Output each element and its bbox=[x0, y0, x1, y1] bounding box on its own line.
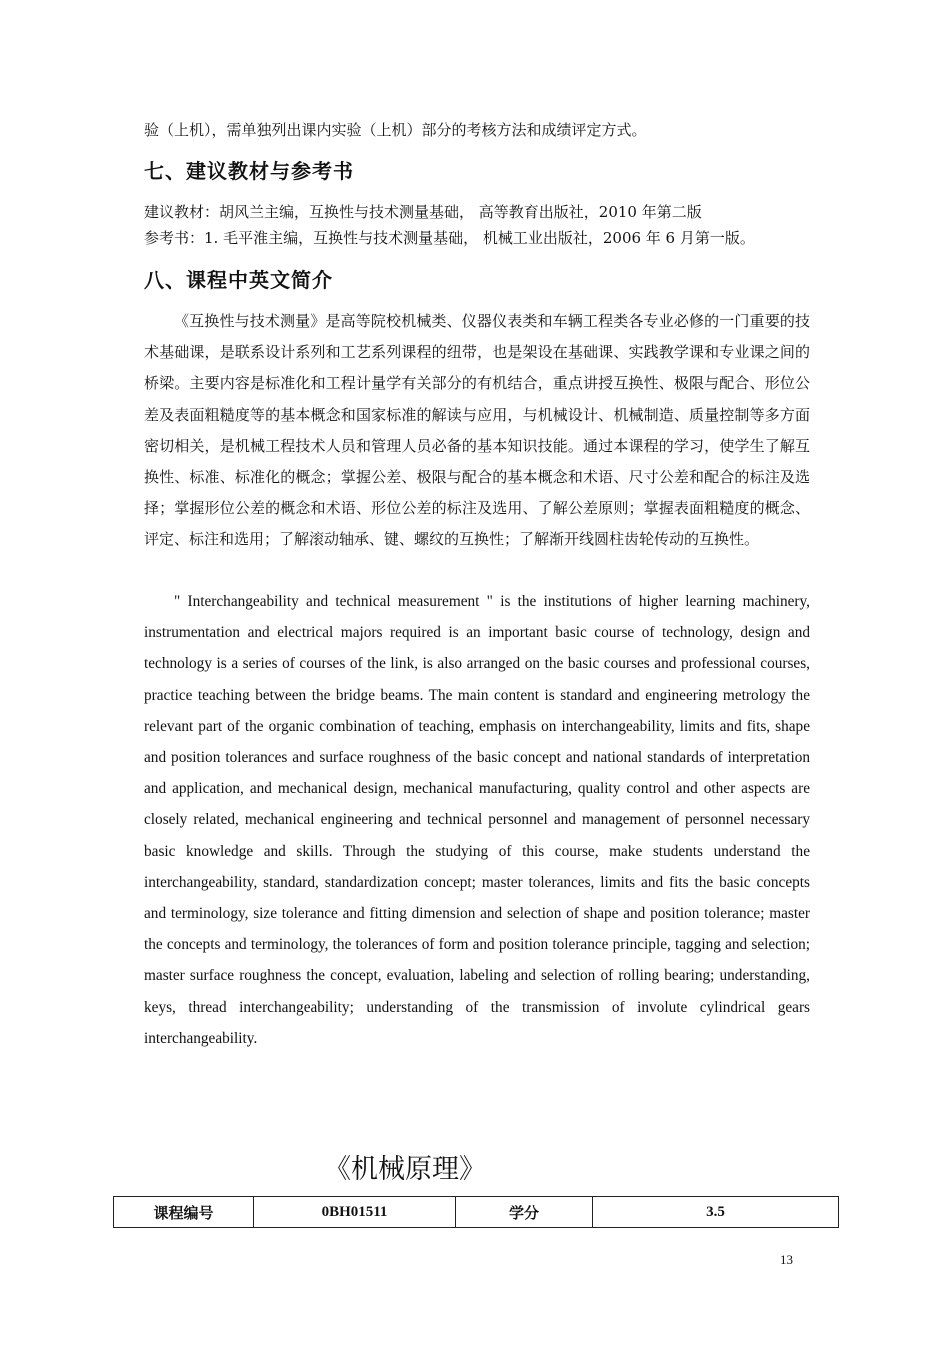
section-heading-textbooks: 七、建议教材与参考书 bbox=[144, 159, 354, 183]
exam-note-line: 验（上机），需单独列出课内实验（上机）部分的考核方法和成绩评定方式。 bbox=[144, 121, 647, 139]
credit-value: 3.5 bbox=[593, 1197, 839, 1228]
course-info-table bbox=[113, 1196, 839, 1228]
intro-english-paragraph: " Interchangeability and technical measurement " is the institutions of higher learning machinery, instrumentation and electrical majors required is an important basic course of technology, design and technology is a series of courses of the link, is also arranged on the basic courses and professional courses, practice teaching between the bridge beams. The main content is standard and engineering metrology the relevant part of the organic combination of teaching, emphasis on interchangeability, limits and fits, shape and position tolerances and surface roughness of the basic concept and national standards of interpretation and application, and mechanical design, mechanical manufacturing, quality control and other aspects are closely related, mechanical engineering and technical personnel and management of personnel necessary basic knowledge and skills. Through the studying of this course, make students understand the interchangeability, standard, standardization concept; master tolerances, limits and fits the basic concepts and terminology, size tolerance and fitting dimension and selection of shape and position tolerance; master the concepts and terminology, the tolerances of form and position tolerance principle, tagging and selection; master surface roughness the concept, evaluation, labeling and selection of rolling bearing; understanding, keys, thread interchangeability; understanding of the transmission of involute cylindrical gears interchangeability. bbox=[144, 593, 810, 1047]
table-row bbox=[114, 1197, 839, 1228]
next-course-title: 《机械原理》 bbox=[324, 1154, 486, 1185]
reference-line: 参考书：1. 毛平淮主编，互换性与技术测量基础， 机械工业出版社，2006 年 6 月第一版。 bbox=[144, 229, 755, 247]
intro-chinese-paragraph: 《互换性与技术测量》是高等院校机械类、仪器仪表类和车辆工程类各专业必修的一门重要的技术基础课，是联系设计系列和工艺系列课程的纽带，也是架设在基础课、实践教学课和专业课之间的桥梁。主要内容是标准化和工程计量学有关部分的有机结合，重点讲授互换性、极限与配合、形位公差及表面粗糙度等的基本概念和国家标准的解读与应用，与机械设计、机械制造、质量控制等多方面密切相关，是机械工程技术人员和管理人员必备的基本知识技能。通过本课程的学习，使学生了解互换性、标准、标准化的概念；掌握公差、极限与配合的基本概念和术语、尺寸公差和配合的标注及选择；掌握形位公差的概念和术语、形位公差的标注及选用、了解公差原则；掌握表面粗糙度的概念、评定、标注和选用；了解滚动轴承、键、螺纹的互换性；了解渐开线圆柱齿轮传动的互换性。 bbox=[144, 312, 810, 549]
course-code-value: 0BH01511 bbox=[254, 1197, 456, 1228]
section-heading-intro: 八、课程中英文简介 bbox=[144, 268, 333, 292]
textbook-line: 建议教材：胡风兰主编，互换性与技术测量基础， 高等教育出版社，2010 年第二版 bbox=[144, 203, 702, 221]
page-number: 13 bbox=[780, 1252, 793, 1267]
course-code-label: 课程编号 bbox=[114, 1197, 254, 1228]
credit-label: 学分 bbox=[456, 1197, 593, 1228]
